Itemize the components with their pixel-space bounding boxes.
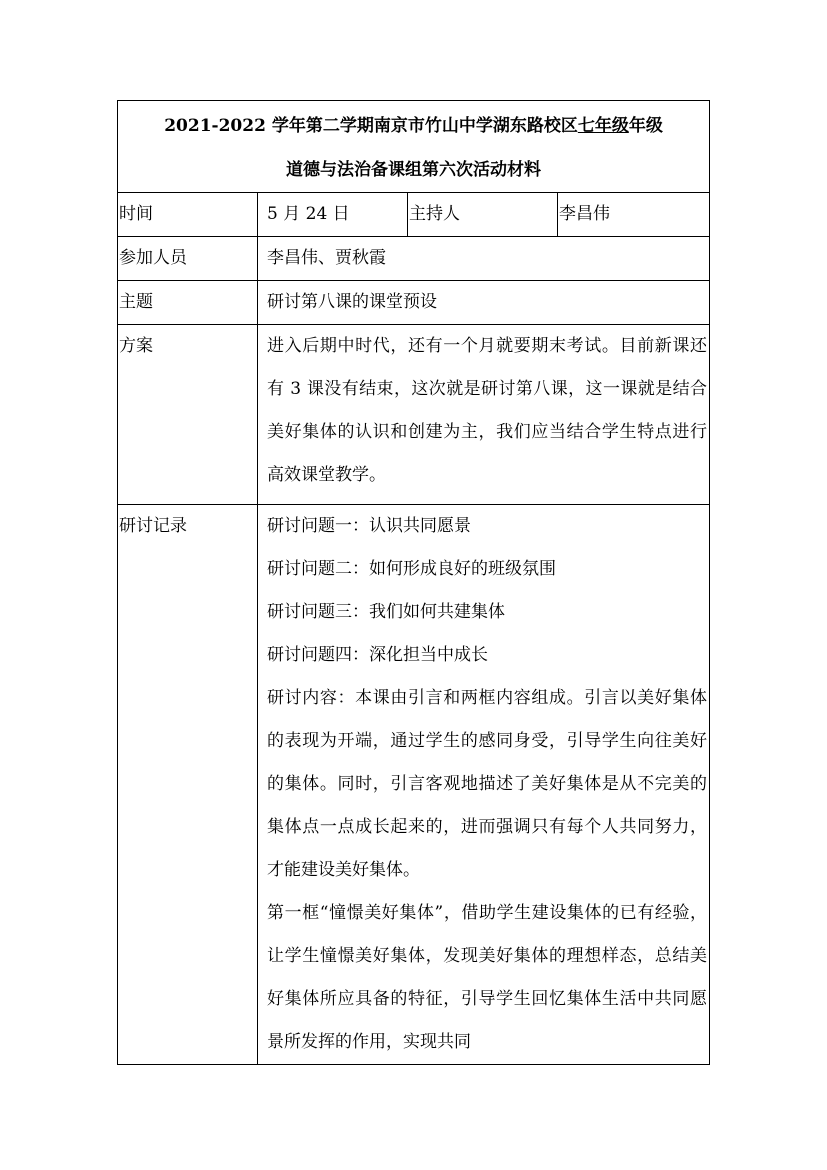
question-1: 研讨问题一：认识共同愿景 (267, 516, 471, 536)
record-value (258, 505, 710, 1065)
activity-table (117, 100, 710, 1065)
title-prefix: 2021-2022 学年第二学期南京市竹山中学湖东路校区 (164, 116, 578, 136)
topic-row (118, 281, 710, 325)
time-row (118, 193, 710, 237)
question-3: 研讨问题三：我们如何共建集体 (267, 602, 505, 622)
participants-label: 参加人员 (118, 237, 258, 281)
question-2: 研讨问题二：如何形成良好的班级氛围 (267, 559, 556, 579)
plan-row (118, 325, 710, 505)
host-value: 李昌伟 (558, 193, 710, 237)
discussion-content: 研讨内容：本课由引言和两框内容组成。引言以美好集体的表现为开端，通过学生的感同身受，引导学生向往美好的集体。同时，引言客观地描述了美好集体是从不完美的集体点一点成长起来的，进而强调只有每个人共同努力，才能建设美好集体。 (267, 688, 708, 880)
title-row (118, 101, 710, 193)
title-suffix: 年级 (628, 116, 663, 136)
record-row (118, 505, 710, 1065)
frame-1-text: 第一框“憧憬美好集体”，借助学生建设集体的已有经验，让学生憧憬美好集体，发现美好集体的理想样态，总结美好集体所应具备的特征，引导学生回忆集体生活中共同愿景所发挥的作用，实现共同 (267, 903, 708, 1052)
question-4: 研讨问题四：深化担当中成长 (267, 645, 488, 665)
plan-value (258, 325, 710, 505)
time-label: 时间 (118, 193, 258, 237)
title-line-1 (118, 104, 709, 148)
record-label: 研讨记录 (118, 505, 258, 1065)
time-value: 5 月 24 日 (258, 193, 408, 237)
plan-label: 方案 (118, 325, 258, 505)
participants-row (118, 237, 710, 281)
participants-value: 李昌伟、贾秋霞 (258, 237, 710, 281)
title-line-2: 道德与法治备课组第六次活动材料 (286, 160, 542, 180)
host-label: 主持人 (408, 193, 558, 237)
document-title (118, 101, 710, 193)
topic-label: 主题 (118, 281, 258, 325)
title-grade: 七年级 (577, 116, 629, 136)
plan-text: 进入后期中时代，还有一个月就要期末考试。目前新课还有 3 课没有结束，这次就是研讨第八课，这一课就是结合美好集体的认识和创建为主，我们应当结合学生特点进行高效课堂教学。 (267, 336, 708, 485)
topic-value: 研讨第八课的课堂预设 (258, 281, 710, 325)
